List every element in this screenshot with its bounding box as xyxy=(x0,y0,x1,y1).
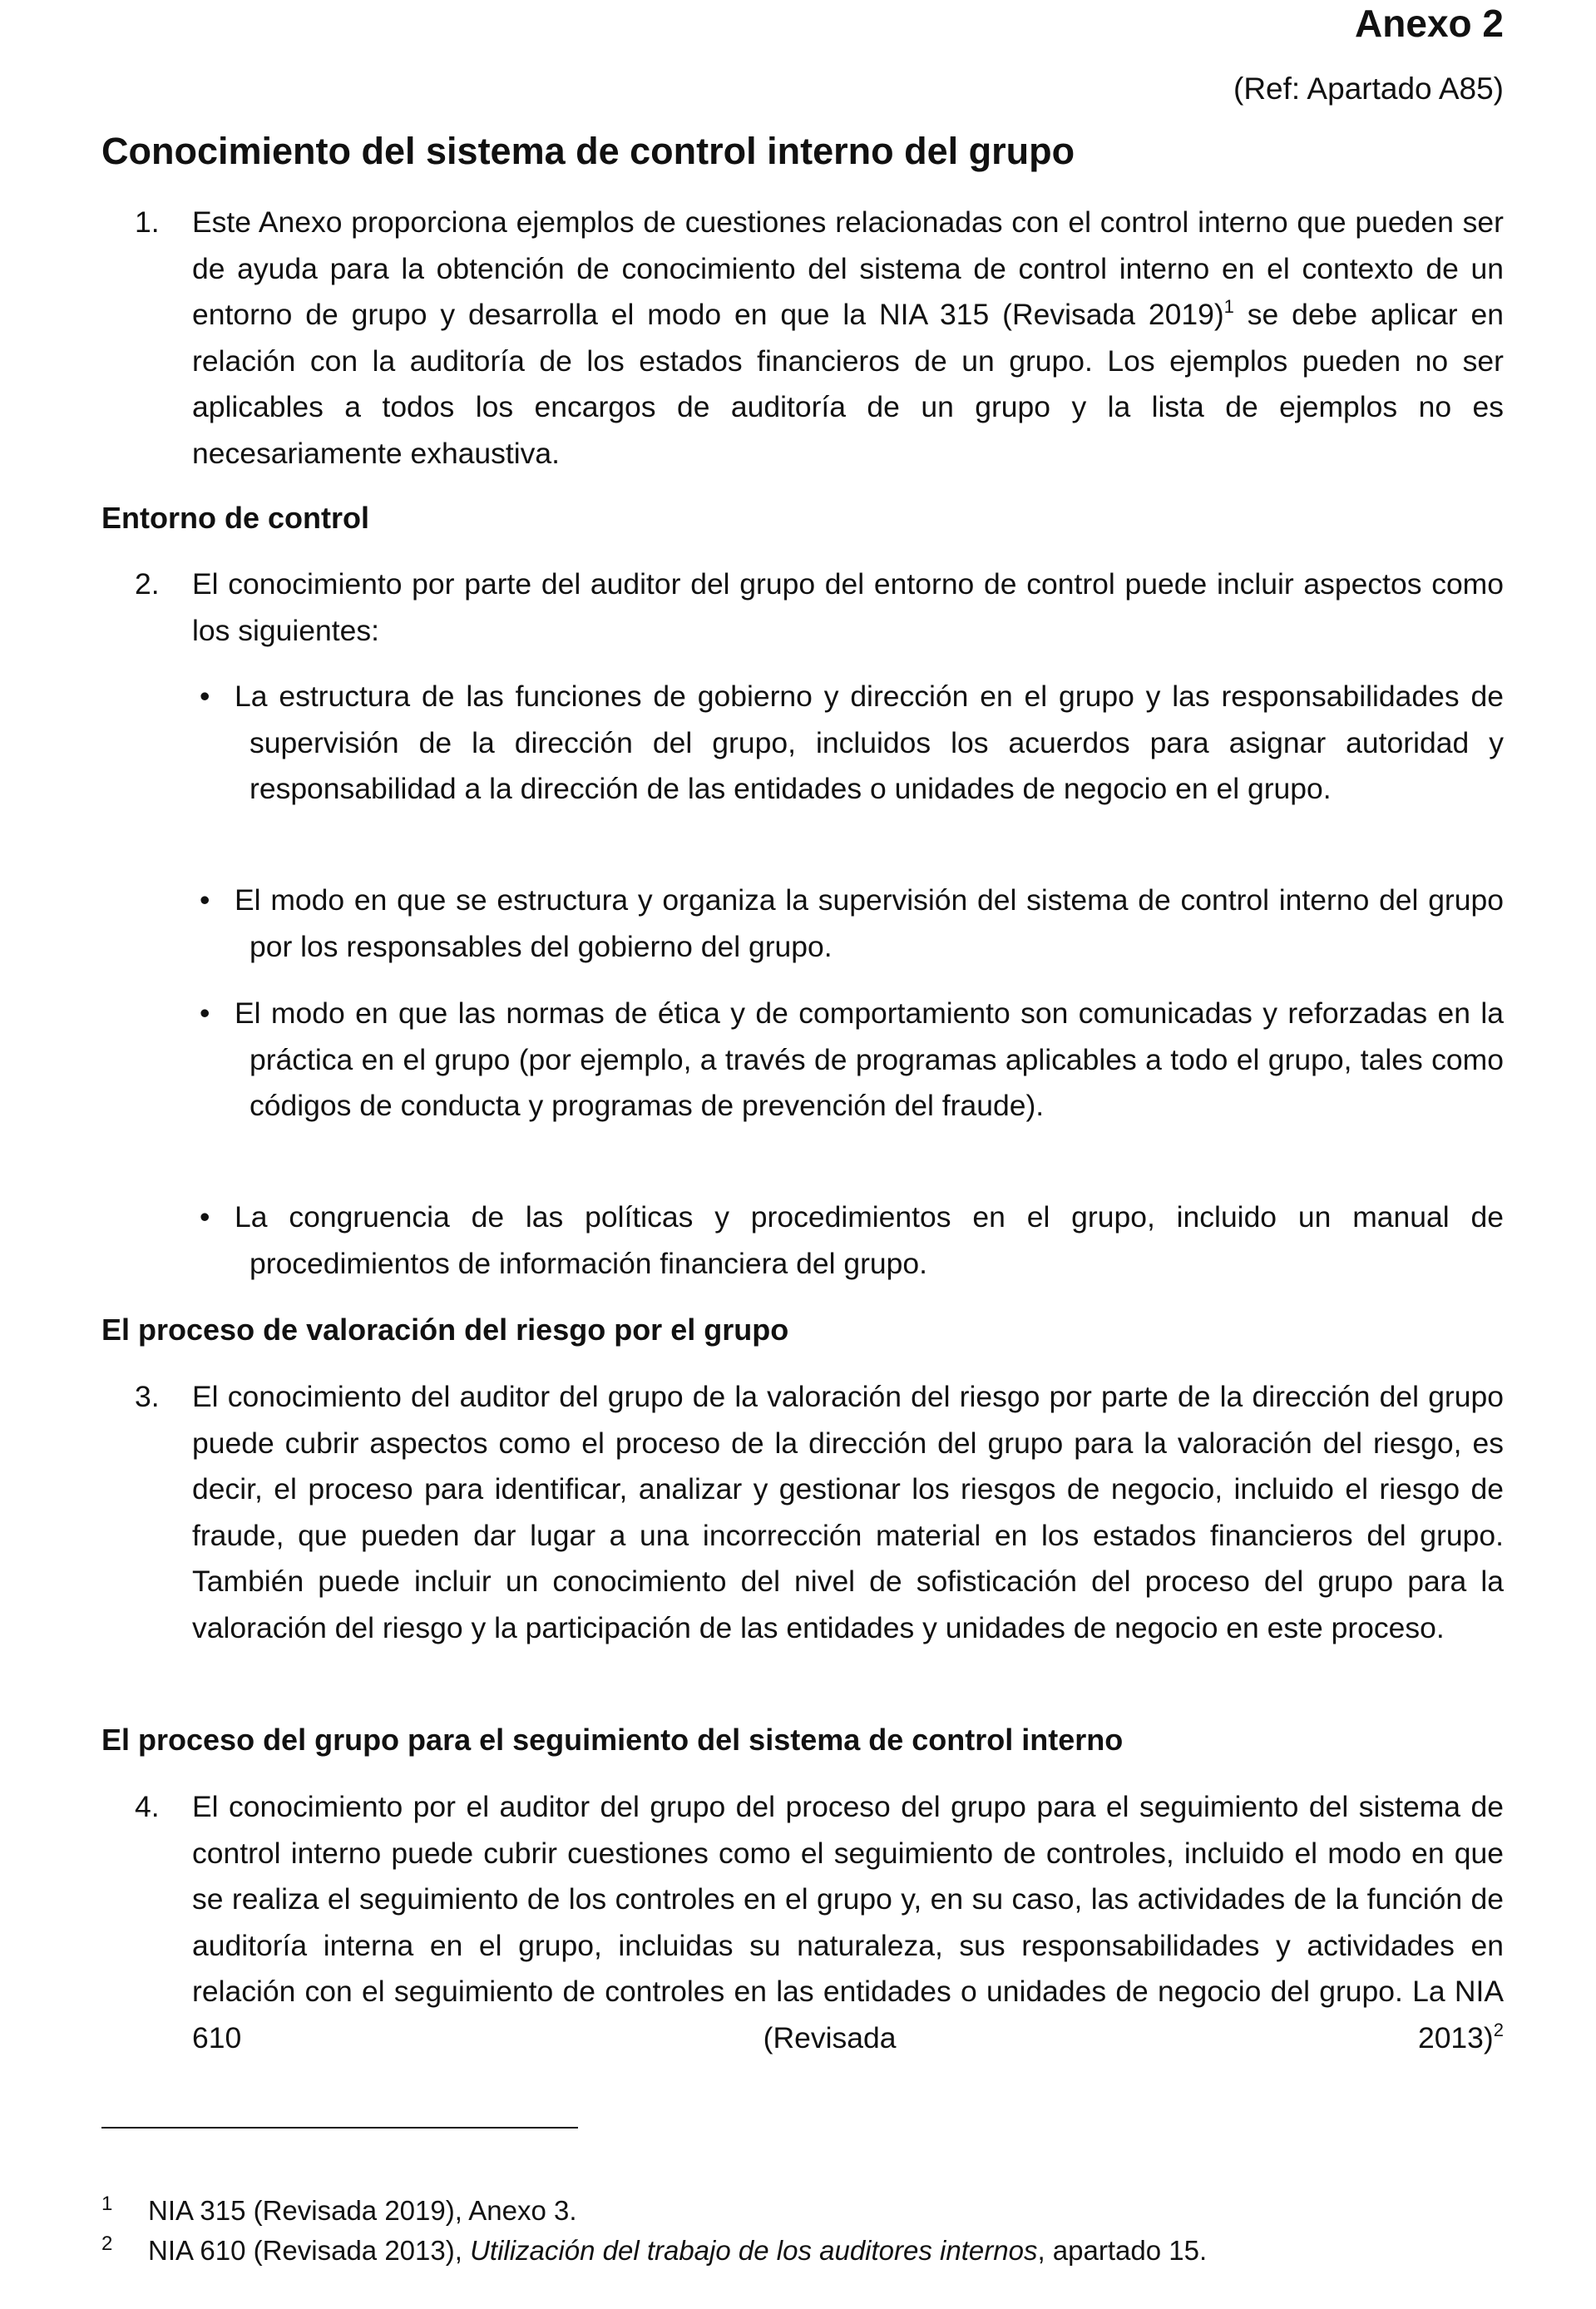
footnote-number: 1 xyxy=(101,2193,113,2215)
paragraph-text: El conocimiento del auditor del grupo de la valoración del riesgo por parte de la dirección del grupo puede cubrir aspectos como el proceso de la dirección del grupo para la valoración del riesgo, es decir, el proceso para identificar, analizar y gestionar los riesgos de negocio, incluido el riesgo de fraude, que pueden dar lugar a una incorrección material en los estados financieros del grupo. También puede incluir un conocimiento del nivel de sofisticación del proceso del grupo para la valoración del riesgo y la participación de las entidades y unidades de negocio en este proceso. xyxy=(192,1380,1504,1644)
footnote-ref-1: 1 xyxy=(1223,296,1234,317)
footnote-text xyxy=(148,2232,1207,2270)
document-page xyxy=(101,0,1504,2309)
paragraph-text xyxy=(192,1784,1504,2061)
paragraph-text xyxy=(192,200,1504,477)
paragraph-3 xyxy=(101,1374,1504,1651)
bullet-item xyxy=(101,991,1504,1130)
footnote-number: 2 xyxy=(101,2232,113,2255)
footnote-cited-title: Utilización del trabajo de los auditores internos xyxy=(470,2235,1038,2266)
bullet-item xyxy=(101,1194,1504,1287)
page-title: Conocimiento del sistema de control interno del grupo xyxy=(101,130,1075,172)
bullet-icon: • xyxy=(200,883,210,917)
bullet-icon: • xyxy=(200,680,210,713)
footnote-divider xyxy=(101,2127,578,2129)
footnote-text-part: , apartado 15. xyxy=(1037,2235,1208,2266)
bullet-text: El modo en que las normas de ética y de comportamiento son comunicadas y reforzadas en la práctica en el grupo (por ejemplo, a través de programas aplicables a todo el grupo, tales como códigos de conducta y programas de prevención del fraude). xyxy=(235,996,1504,1122)
paragraph-number: 1. xyxy=(135,205,160,239)
annex-title: Anexo 2 xyxy=(1355,2,1504,45)
footnote-text: NIA 315 (Revisada 2019), Anexo 3. xyxy=(148,2195,577,2226)
footnote-ref-2: 2 xyxy=(1493,2019,1504,2040)
paragraph-text-part: se debe aplicar en relación con la auditoría de los estados financieros de un grupo. Los ejemplos pueden no ser aplicables a todos los encargos de auditoría de un grupo y la lista de ejemplos no es necesariamente exhaustiva. xyxy=(192,298,1504,470)
bullet-text: La congruencia de las políticas y procedimientos en el grupo, incluido un manual de procedimientos de información financiera del grupo. xyxy=(235,1200,1504,1280)
annex-reference: (Ref: Apartado A85) xyxy=(1233,72,1504,106)
footnote-1 xyxy=(101,2192,577,2230)
paragraph-text-part: Este Anexo proporciona ejemplos de cuestiones relacionadas con el control interno que pueden ser de ayuda para la obtención de conocimiento del sistema de control interno en el contexto de un entorno de grupo y desarrolla el modo en que la NIA 315 (Revisada 2019) xyxy=(192,205,1504,331)
bullet-icon: • xyxy=(200,996,210,1030)
footnote-2 xyxy=(101,2232,1207,2270)
section-heading-risk-assessment: El proceso de valoración del riesgo por el grupo xyxy=(101,1313,789,1347)
paragraph-number: 2. xyxy=(135,567,160,601)
paragraph-number: 4. xyxy=(135,1790,160,1823)
paragraph-text: El conocimiento por parte del auditor del grupo del entorno de control puede incluir aspectos como los siguientes: xyxy=(192,567,1504,647)
paragraph-number: 3. xyxy=(135,1380,160,1413)
footnote-text-part: NIA 610 (Revisada 2013), xyxy=(148,2235,471,2266)
bullet-icon: • xyxy=(200,1200,210,1234)
paragraph-4 xyxy=(101,1784,1504,2061)
section-heading-control-environment: Entorno de control xyxy=(101,501,369,535)
bullet-text: La estructura de las funciones de gobierno y dirección en el grupo y las responsabilidades de supervisión de la dirección del grupo, incluidos los acuerdos para asignar autoridad y responsabilidad a la dirección de las entidades o unidades de negocio en el grupo. xyxy=(235,680,1504,805)
bullet-text: El modo en que se estructura y organiza la supervisión del sistema de control interno del grupo por los responsables del gobierno del grupo. xyxy=(235,883,1504,963)
paragraph-1 xyxy=(101,200,1504,477)
bullet-item xyxy=(101,878,1504,970)
paragraph-text-part: El conocimiento por el auditor del grupo del proceso del grupo para el seguimiento del sistema de control interno puede cubrir cuestiones como el seguimiento de controles, incluido el modo en que se realiza el seguimiento de los controles en el grupo y, en su caso, las actividades de la función de auditoría interna en el grupo, incluidas su naturaleza, sus responsabilidades y actividades en relación con el seguimiento de controles en las entidades o unidades de negocio del grupo. La NIA 610 (Revisada 2013) xyxy=(192,1790,1504,2054)
bullet-item xyxy=(101,674,1504,813)
paragraph-2 xyxy=(101,561,1504,654)
section-heading-monitoring: El proceso del grupo para el seguimiento del sistema de control interno xyxy=(101,1723,1124,1757)
